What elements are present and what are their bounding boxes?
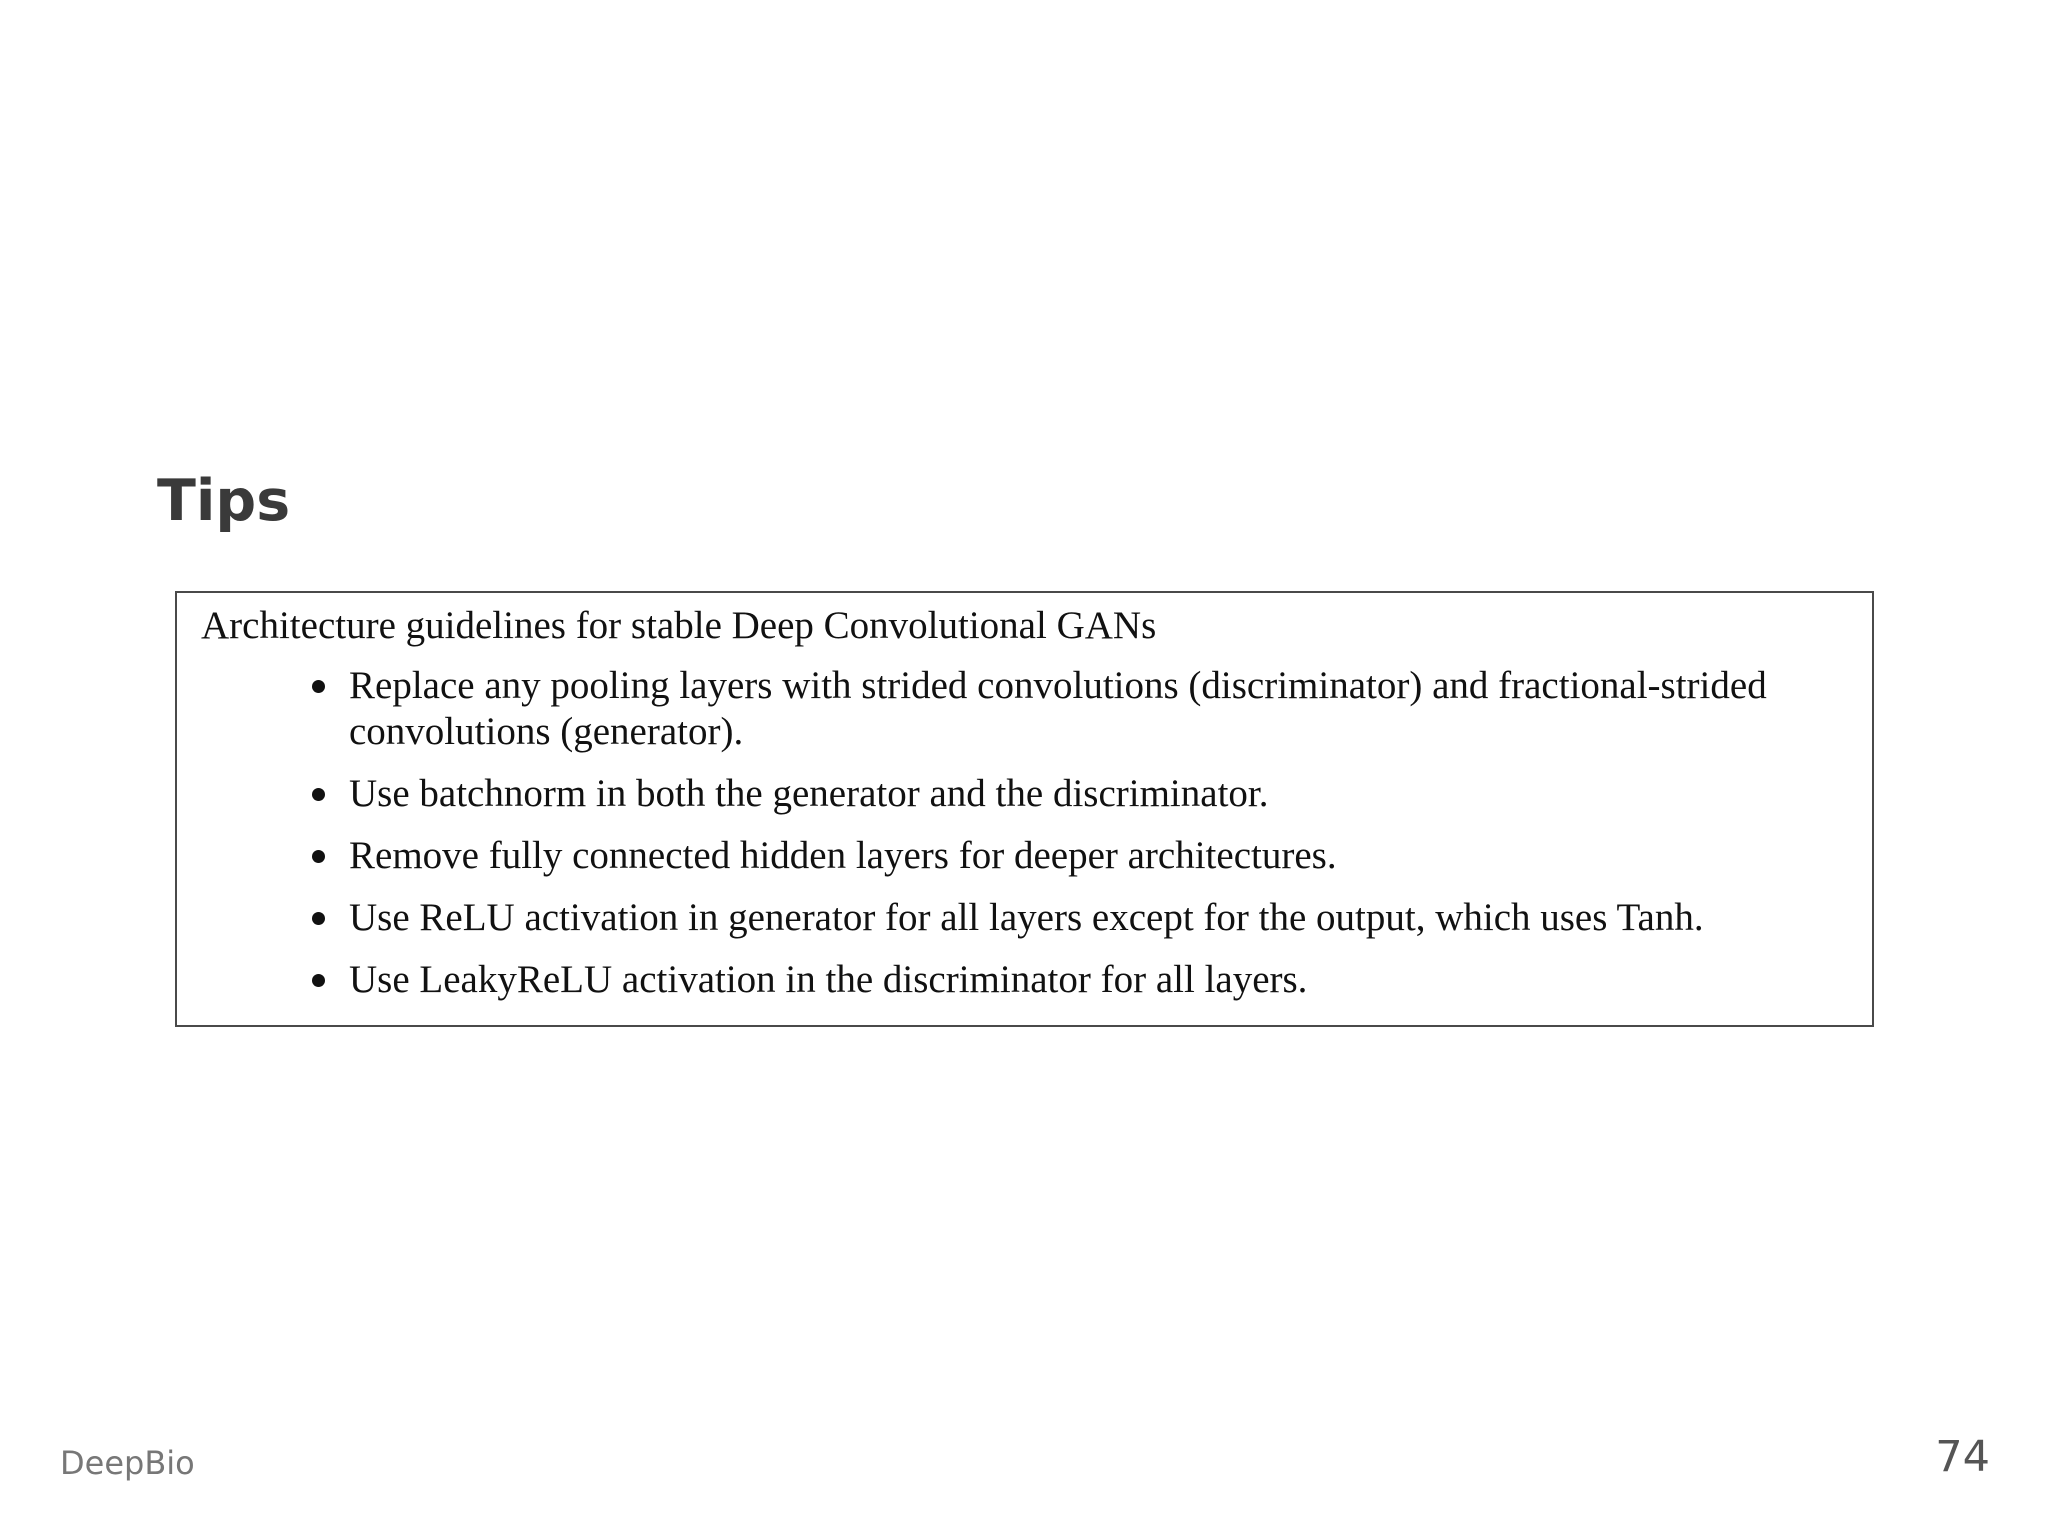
guideline-text: Use batchnorm in both the generator and the discriminator. [349,772,1269,815]
bullet-icon [312,788,325,801]
slide-title: Tips [157,468,291,534]
guideline-item [177,895,1872,941]
guideline-text: Use LeakyReLU activation in the discriminator for all layers. [349,958,1308,1001]
bullet-icon [312,680,325,693]
guideline-item [177,771,1872,817]
bullet-icon [312,974,325,987]
bullet-icon [312,850,325,863]
guideline-text: Replace any pooling layers with strided convolutions (discriminator) and fractional-strided convolutions (generator). [349,664,1767,753]
guideline-list [177,663,1872,1019]
guideline-item [177,957,1872,1003]
guidelines-box [175,591,1874,1027]
page-number: 74 [1935,1432,1990,1482]
guideline-text: Use ReLU activation in generator for all layers except for the output, which uses Tanh. [349,896,1704,939]
guidelines-heading: Architecture guidelines for stable Deep Convolutional GANs [201,604,1157,647]
guideline-item [177,833,1872,879]
bullet-icon [312,912,325,925]
guideline-item [177,663,1872,755]
guideline-text: Remove fully connected hidden layers for deeper architectures. [349,834,1337,877]
footer-brand: DeepBio [60,1444,195,1482]
